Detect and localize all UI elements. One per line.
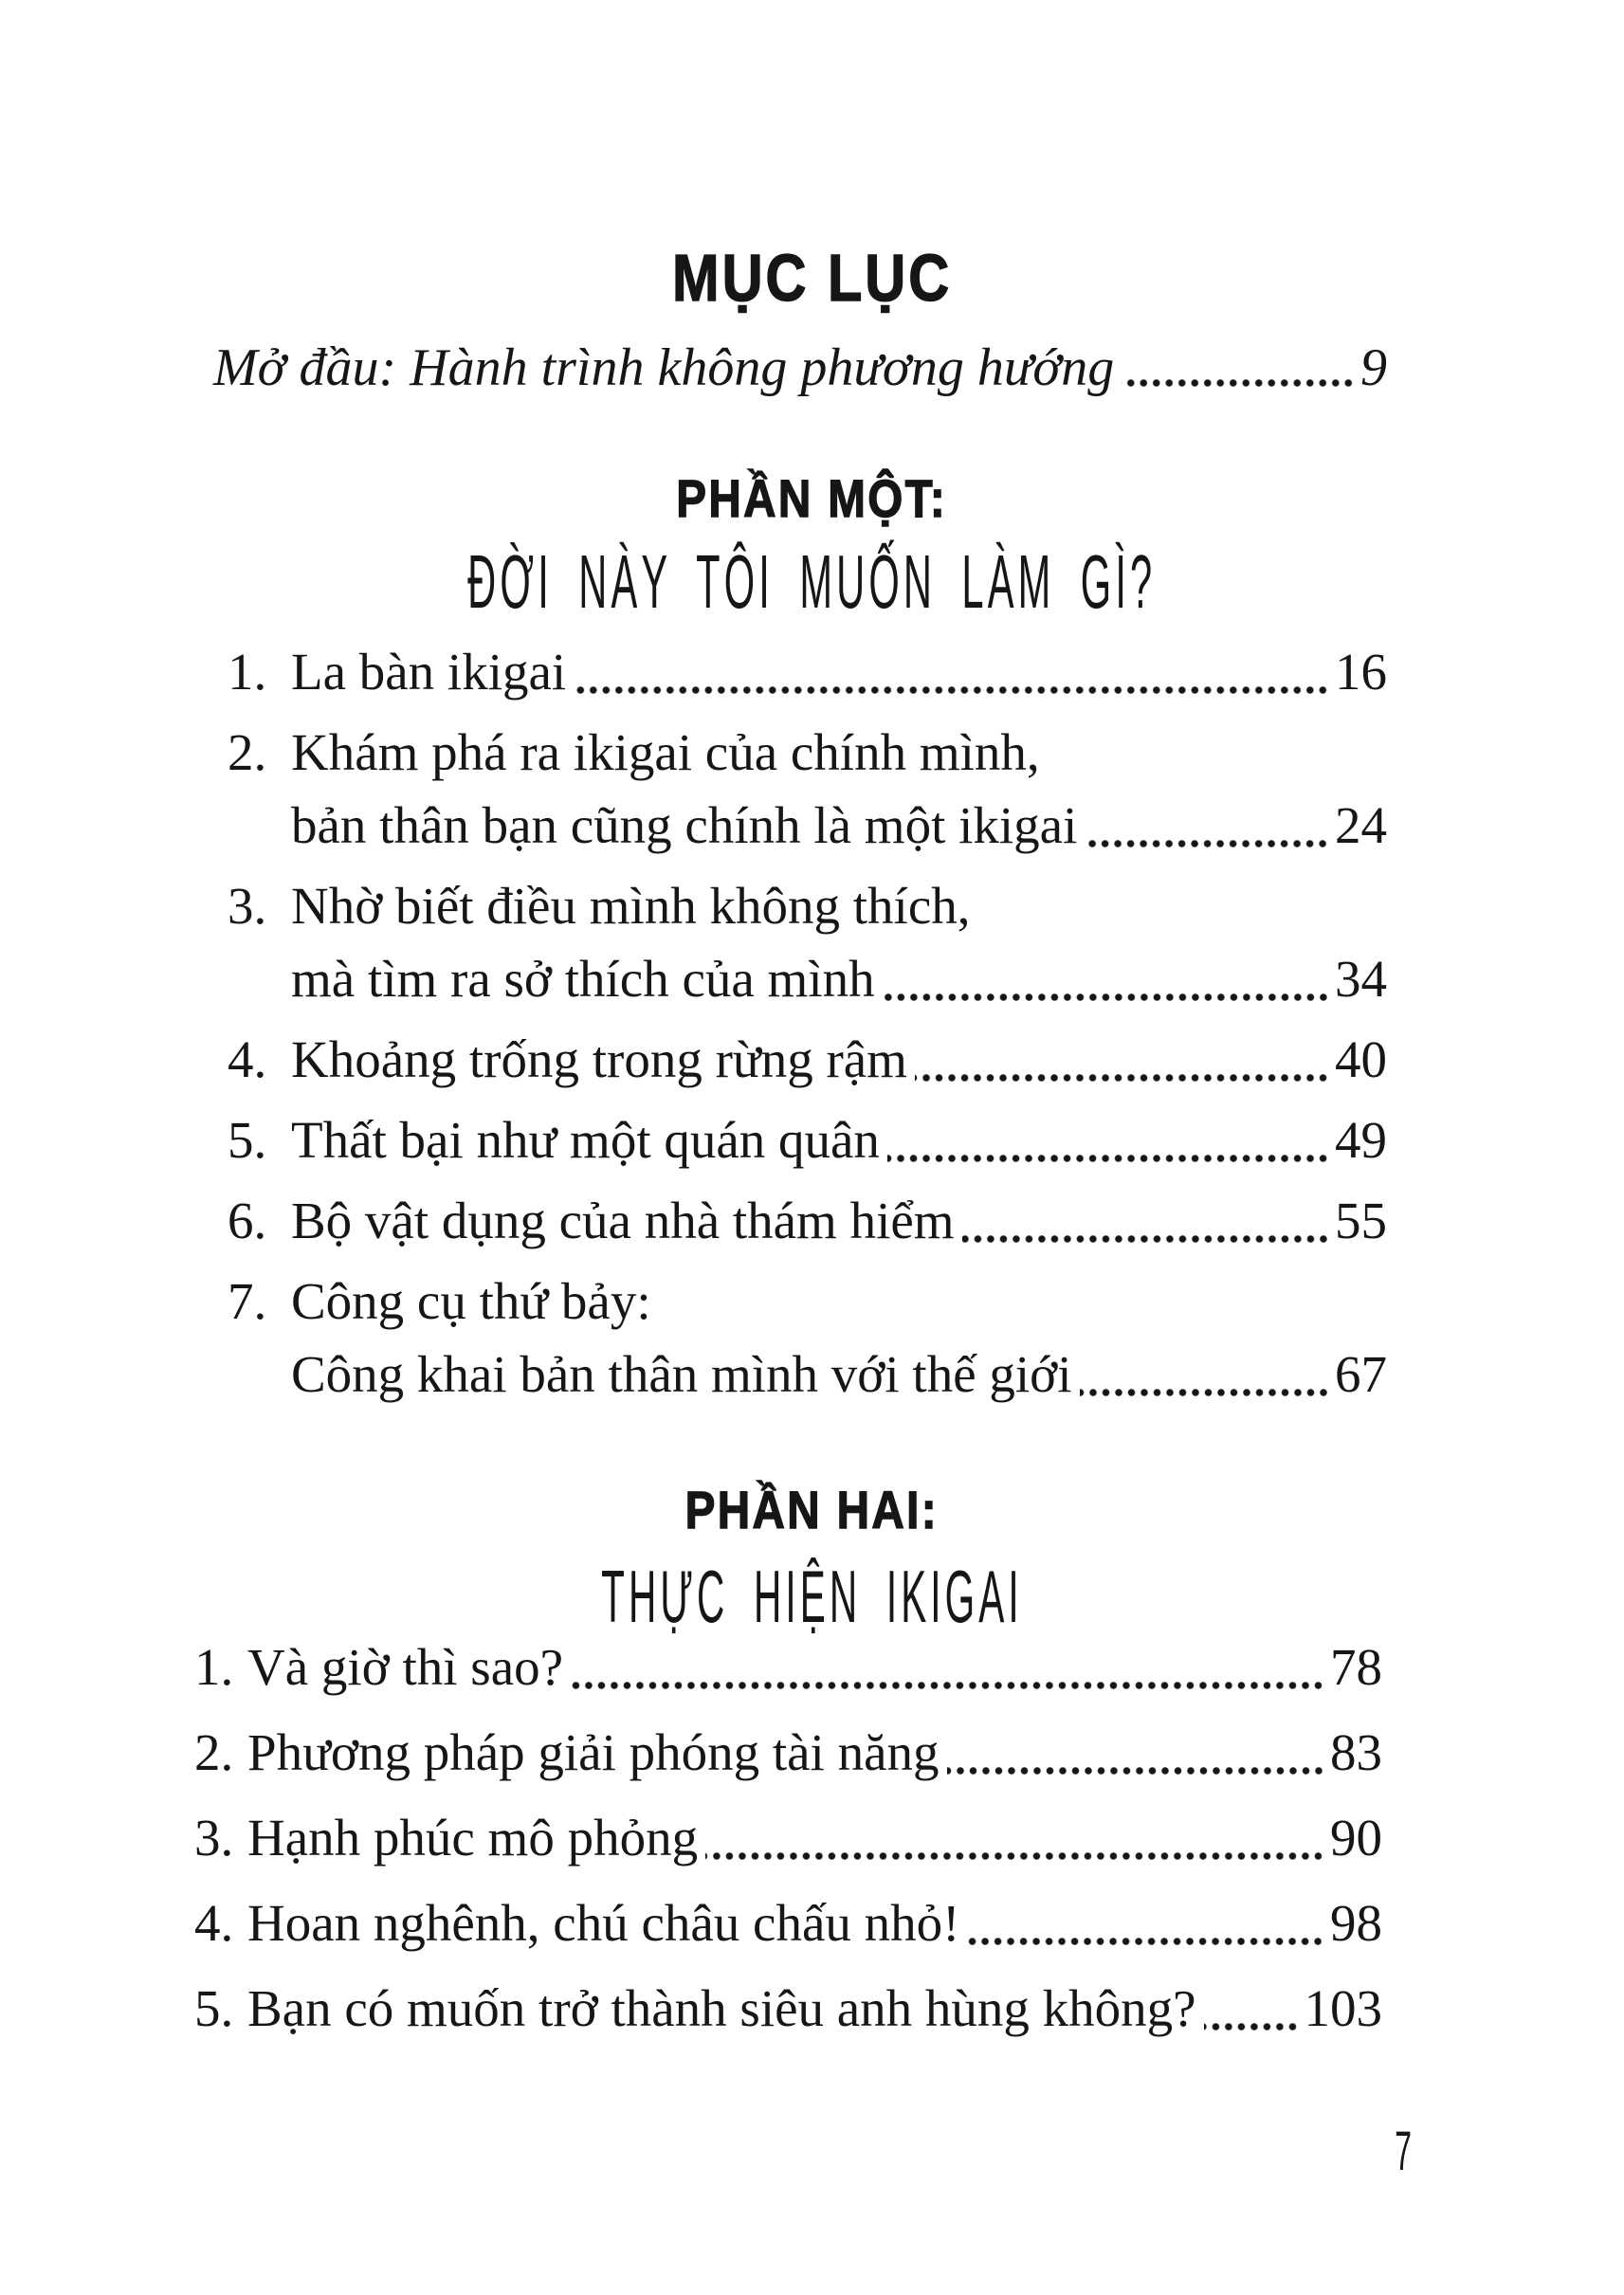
entry-title-line-1: Công cụ thứ bảy: (291, 1272, 651, 1330)
entry-page-number: 67 (1335, 1345, 1387, 1403)
entry-number: 5. (194, 1979, 234, 2037)
entry-number: 7. (228, 1272, 267, 1330)
toc-entry (194, 1972, 1382, 2045)
entry-number: 4. (194, 1894, 234, 1952)
entry-page-number: 24 (1335, 796, 1387, 854)
section-1-subheading: ĐỜI NÀY TÔI MUỐN LÀM GÌ? (467, 539, 1157, 624)
entry-page-number: 40 (1335, 1030, 1387, 1088)
entry-title: Và giờ thì sao? (247, 1638, 564, 1696)
toc-entry (194, 1630, 1382, 1703)
page-title (0, 240, 1624, 316)
toc-entry (228, 1265, 1387, 1411)
entry-page-number: 83 (1330, 1723, 1382, 1781)
entry-page-number: 49 (1335, 1111, 1387, 1169)
section-2-heading: PHẦN HAI: (684, 1480, 940, 1539)
toc-entry (228, 635, 1387, 708)
entry-number: 1. (194, 1638, 234, 1696)
entry-number: 3. (228, 877, 267, 935)
entry-page-number: 103 (1304, 1979, 1382, 2037)
entry-title: Bộ vật dụng của nhà thám hiểm (291, 1192, 955, 1249)
entry-title-line-2: mà tìm ra sở thích của mình (291, 950, 875, 1008)
entry-page-number: 98 (1330, 1894, 1382, 1952)
entry-title: Bạn có muốn trở thành siêu anh hùng không? (247, 1979, 1196, 2037)
entry-page-number: 16 (1335, 643, 1387, 701)
intro-label: Mở đầu: Hành trình không phương hướng (213, 338, 1115, 397)
entry-title: Hoan nghênh, chú châu chấu nhỏ! (247, 1894, 960, 1952)
section-2-list (194, 1630, 1382, 2045)
dot-leader (915, 1073, 1331, 1083)
toc-entry (194, 1716, 1382, 1789)
entry-title: Phương pháp giải phóng tài năng (247, 1723, 940, 1781)
toc-entry (228, 1103, 1387, 1176)
toc-entry (228, 1023, 1387, 1096)
entry-number: 2. (194, 1723, 234, 1781)
entry-title: Thất bại như một quán quân (291, 1111, 880, 1169)
intro-page-number: 9 (1360, 338, 1387, 397)
entry-page-number: 34 (1335, 950, 1387, 1008)
entry-title-line-1: Nhờ biết điều mình không thích, (291, 877, 971, 935)
entry-title-line-1: Khám phá ra ikigai của chính mình, (291, 723, 1040, 781)
entry-number: 3. (194, 1809, 234, 1867)
entry-number: 1. (228, 643, 267, 701)
entry-number: 6. (228, 1192, 267, 1249)
entry-page-number: 55 (1335, 1192, 1387, 1249)
toc-entry (194, 1801, 1382, 1874)
dot-leader (962, 1234, 1331, 1244)
toc-entry (194, 1886, 1382, 1959)
dot-leader (574, 685, 1331, 695)
entry-number: 4. (228, 1030, 267, 1088)
dot-leader (887, 1154, 1331, 1163)
entry-number: 5. (228, 1111, 267, 1169)
entry-title-line-2: Công khai bản thân mình với thế giới (291, 1345, 1072, 1403)
page-title-text: MỤC LỤC (671, 241, 953, 315)
section-1-heading: PHẦN MỘT: (676, 468, 948, 528)
entry-page-number: 78 (1330, 1638, 1382, 1696)
folio-page-number: 7 (1395, 2121, 1412, 2182)
dot-leader (571, 1681, 1326, 1690)
toc-entry (228, 716, 1387, 862)
toc-entry (228, 869, 1387, 1015)
entry-title: Khoảng trống trong rừng rậm (291, 1030, 907, 1088)
entry-title: Hạnh phúc mô phỏng (247, 1809, 699, 1867)
dot-leader (1122, 378, 1357, 388)
entry-title: La bàn ikigai (291, 643, 567, 701)
dot-leader (883, 993, 1331, 1002)
dot-leader (1085, 839, 1331, 848)
entry-page-number: 90 (1330, 1809, 1382, 1867)
section-2-subheading: THỰC HIỆN IKIGAI (601, 1555, 1023, 1638)
section-1-list (228, 635, 1387, 1411)
entry-title-line-2: bản thân bạn cũng chính là một ikigai (291, 796, 1078, 854)
toc-entry (228, 1184, 1387, 1257)
dot-leader (1080, 1388, 1332, 1397)
entry-number: 2. (228, 723, 267, 781)
dot-leader (967, 1937, 1326, 1946)
toc-entry-intro (213, 335, 1387, 401)
dot-leader (705, 1851, 1326, 1861)
dot-leader (1204, 2022, 1301, 2031)
dot-leader (947, 1766, 1326, 1776)
